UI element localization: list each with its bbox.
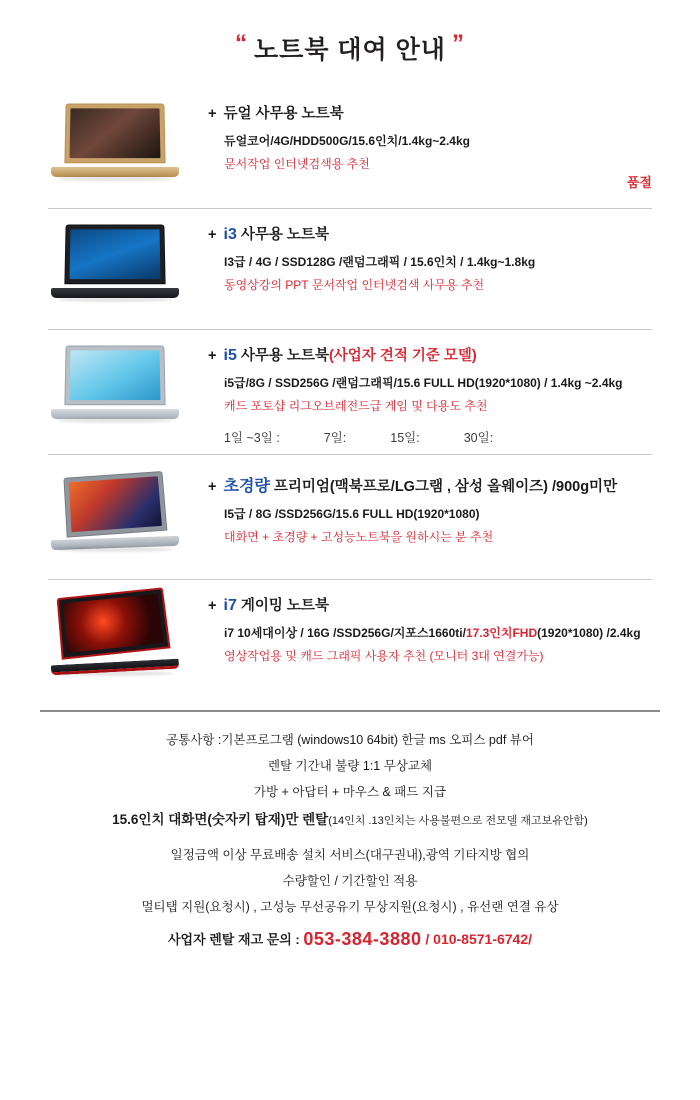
footer-line: 공통사항 :기본프로그램 (windows10 64bit) 한글 ms 오피스 pdf 뷰어 xyxy=(166,733,534,747)
product-info xyxy=(190,586,660,664)
contact-line xyxy=(0,929,700,950)
spec-part-1: i7 10세대이상 xyxy=(224,626,298,640)
gold-ultrabook-image xyxy=(40,94,190,189)
product-spec xyxy=(224,624,660,641)
price-period: 30일: xyxy=(463,431,494,445)
phone-number-secondary[interactable]: 010-8571-6742/ xyxy=(433,931,533,947)
footer-line: 멀티탭 지원(요청시) , 고성능 무선공유기 무상지원(요청시) , 유선랜 연결 유상 xyxy=(141,900,559,914)
product-spec: i5급/8G / SSD256G /랜덤그래픽/15.6 FULL HD(1920*1080) / 1.4kg ~2.4kg xyxy=(224,376,623,390)
product-name: 사무용 노트북 xyxy=(240,227,329,243)
black-i3-laptop-image xyxy=(40,215,190,310)
product-headline xyxy=(208,223,660,244)
product-headline xyxy=(208,102,660,123)
product-row xyxy=(0,465,700,573)
product-name: 듀얼 사무용 노트북 xyxy=(223,106,344,122)
phone-number-primary[interactable]: 053-384-3880 xyxy=(303,929,422,949)
product-note: 영상작업용 및 캐드 그래픽 사용자 추천 (모니터 3대 연결가능) xyxy=(224,649,544,663)
premium-light-laptop-image xyxy=(40,465,190,560)
product-spec: 듀얼코어/4G/HDD500G/15.6인치/1.4kg~2.4kg xyxy=(224,134,470,148)
product-headline xyxy=(208,344,660,365)
product-note: 캐드 포토샵 리그오브레전드급 게임 및 다용도 추천 xyxy=(224,399,488,413)
footer-line: 수량할인 / 기간할인 적용 xyxy=(282,874,418,888)
price-period: 15일: xyxy=(390,431,420,445)
spec-part-3: (1920*1080) /2.4kg xyxy=(537,626,641,640)
row-divider xyxy=(48,329,652,330)
quote-open: “ xyxy=(235,30,249,57)
product-name-suffix: (사업자 견적 기준 모델) xyxy=(328,348,477,364)
product-note: 동영상강의 PPT 문서작업 인터넷검색 사무용 추천 xyxy=(224,278,485,292)
product-spec: I3급 / 4G / SSD128G /랜덤그래픽 / 15.6인치 / 1.4kg~1.8kg xyxy=(224,255,536,269)
title-text: 노트북 대여 안내 xyxy=(254,36,446,64)
product-row xyxy=(0,336,700,446)
product-headline xyxy=(208,473,660,496)
footer-notes xyxy=(0,712,700,950)
footer-highlight: 15.6인치 대화면(숫자키 탑재)만 렌탈 xyxy=(112,812,329,827)
contact-label: 사업자 렌탈 재고 문의 : xyxy=(167,932,304,947)
spec-part-2: / 16G /SSD256G/지포스1660ti/ xyxy=(297,626,466,640)
product-name: 게이밍 노트북 xyxy=(240,598,329,614)
product-info xyxy=(190,336,660,446)
plus-marker: + xyxy=(208,106,217,122)
plus-marker: + xyxy=(208,479,217,495)
quote-close: ” xyxy=(451,30,465,57)
status-badge: 품절 xyxy=(626,175,652,190)
product-list xyxy=(0,94,700,694)
row-divider xyxy=(48,454,652,455)
product-row xyxy=(0,94,700,202)
silver-i5-laptop-image xyxy=(40,336,190,431)
row-divider xyxy=(48,579,652,580)
footer-highlight-line xyxy=(0,808,700,828)
price-period-list xyxy=(224,428,660,446)
price-period: 7일: xyxy=(323,431,347,445)
phone-separator: / xyxy=(421,931,434,947)
product-name: 사무용 노트북 xyxy=(240,348,329,364)
product-headline xyxy=(208,594,660,615)
product-row xyxy=(0,215,700,323)
plus-marker: + xyxy=(208,598,217,614)
spec-highlight: 17.3인치FHD xyxy=(465,626,538,640)
footer-highlight-note: (14인치 .13인치는 사용불편으로 전모델 재고보유안함) xyxy=(328,815,588,827)
footer-line: 일정금액 이상 무료배송 설치 서비스(대구권내),광역 기타지방 협의 xyxy=(170,848,530,862)
product-name: 프리미엄(맥북프로/LG그램 , 삼성 올웨이즈) /900g미만 xyxy=(273,479,618,495)
product-note: 문서작업 인터넷검색용 추천 xyxy=(224,157,370,171)
product-note: 대화면 + 초경량 + 고성능노트북을 원하시는 분 추천 xyxy=(224,530,494,544)
product-info xyxy=(190,94,660,172)
price-period: 1일 ~3일 : xyxy=(224,431,280,445)
plus-marker: + xyxy=(208,348,217,364)
page-title xyxy=(0,0,700,66)
footer-line: 가방 + 아답터 + 마우스 & 패드 지급 xyxy=(253,785,447,799)
row-divider xyxy=(48,208,652,209)
product-name-accent: i5 xyxy=(223,347,237,364)
product-row xyxy=(0,586,700,694)
product-name-accent: i3 xyxy=(223,226,237,243)
product-spec: I5급 / 8G /SSD256G/15.6 FULL HD(1920*1080) xyxy=(224,507,480,521)
plus-marker: + xyxy=(208,227,217,243)
product-info xyxy=(190,465,660,545)
red-gaming-laptop-image xyxy=(40,586,190,681)
product-name-accent: i7 xyxy=(223,597,237,614)
product-name-accent: 초경량 xyxy=(223,478,270,495)
product-info xyxy=(190,215,660,293)
footer-line: 렌탈 기간내 불량 1:1 무상교체 xyxy=(267,759,433,773)
